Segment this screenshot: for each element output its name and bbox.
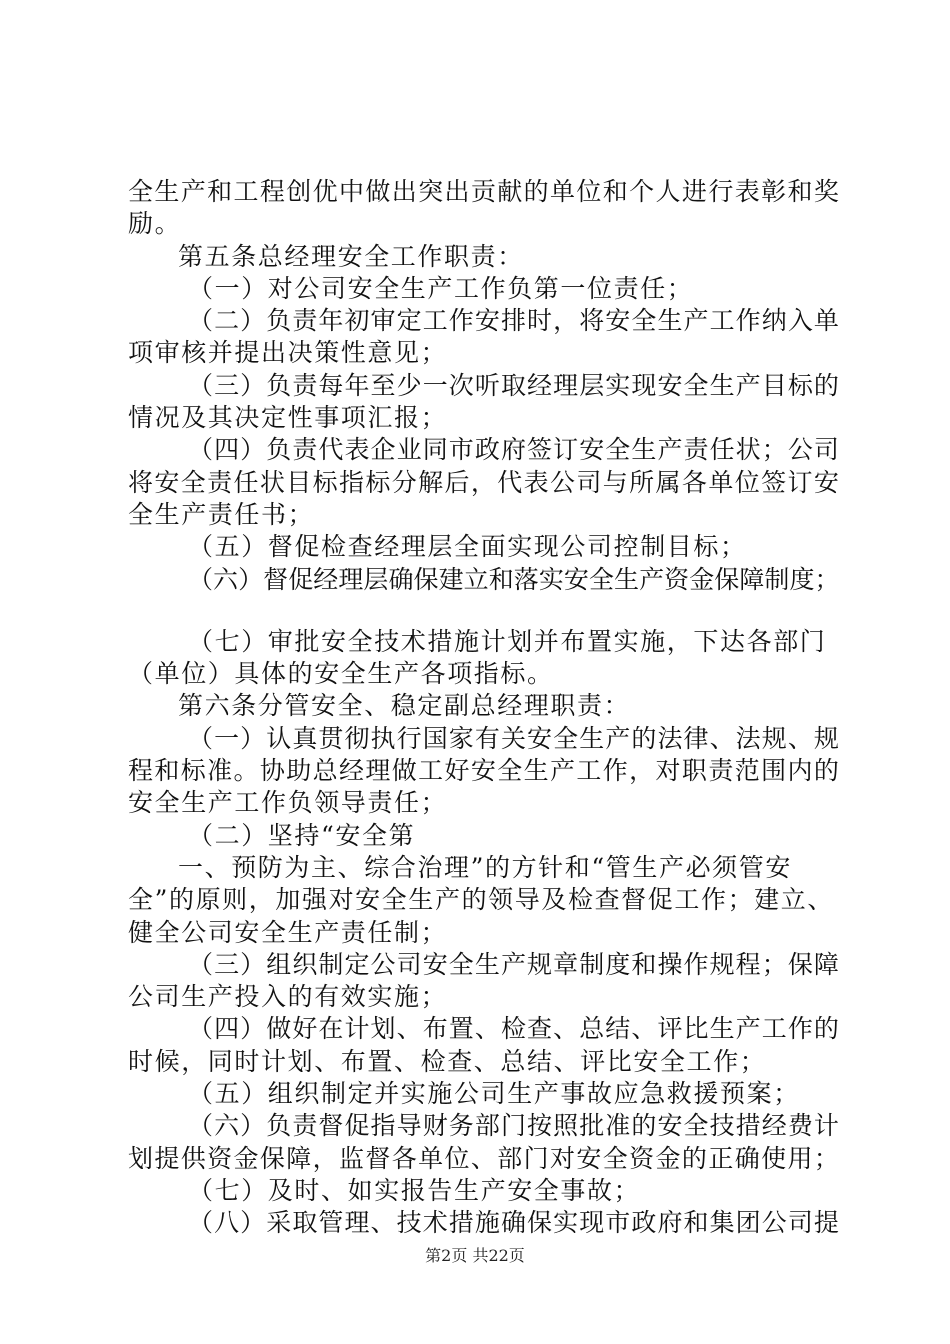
paragraph-line: （四）负责代表企业同市政府签订安全生产责任状；公司	[188, 435, 841, 465]
paragraph-line: （一）对公司安全生产工作负第一位责任；	[188, 273, 694, 303]
paragraph-line: （五）组织制定并实施公司生产事故应急救援预案；	[188, 1079, 800, 1109]
paragraph-line: （一）认真贯彻执行国家有关安全生产的法律、法规、规	[188, 723, 841, 753]
paragraph-line: 项审核并提出决策性意见；	[128, 338, 448, 368]
paragraph-line: 时候，同时计划、布置、检查、总结、评比安全工作；	[128, 1046, 767, 1076]
paragraph-line: 全”的原则，加强对安全生产的领导及检查督促工作；建立、	[128, 885, 834, 915]
paragraph-line: （八）采取管理、技术措施确保实现市政府和集团公司提	[188, 1208, 841, 1238]
paragraph-line: 全生产责任书；	[128, 499, 315, 529]
paragraph-line: （六）负责督促指导财务部门按照批准的安全技措经费计	[188, 1111, 841, 1141]
paragraph-line: 划提供资金保障，监督各单位、部门对安全资金的正确使用；	[128, 1143, 841, 1173]
blank-line	[128, 596, 840, 626]
paragraph-line: （七）审批安全技术措施计划并布置实施，下达各部门	[188, 626, 827, 656]
article-heading: 第六条分管安全、稳定副总经理职责：	[178, 691, 631, 721]
paragraph-line: 一、预防为主、综合治理”的方针和“管生产必须管安	[178, 852, 792, 882]
paragraph-line: 程和标准。协助总经理做工好安全生产工作，对职责范围内的	[128, 756, 841, 786]
paragraph-line: （四）做好在计划、布置、检查、总结、评比生产工作的	[188, 1014, 841, 1044]
paragraph-line: （二）负责年初审定工作安排时，将安全生产工作纳入单	[188, 306, 841, 336]
paragraph-line: （六）督促经理层确保建立和落实安全生产资金保障制度；	[188, 564, 840, 594]
paragraph-line: 健全公司安全生产责任制；	[128, 917, 448, 947]
paragraph-line: （三）组织制定公司安全生产规章制度和操作规程；保障	[188, 949, 841, 979]
paragraph-line: 公司生产投入的有效实施；	[128, 982, 448, 1012]
paragraph-line: （三）负责每年至少一次听取经理层实现安全生产目标的	[188, 370, 841, 400]
paragraph-line: （二）坚持“安全第	[188, 820, 416, 850]
body-text	[128, 176, 840, 1240]
paragraph-line: （五）督促检查经理层全面实现公司控制目标；	[188, 532, 747, 562]
page-number-footer: 第2页 共22页	[425, 1246, 525, 1265]
paragraph-line: （单位）具体的安全生产各项指标。	[128, 659, 554, 689]
article-heading: 第五条总经理安全工作职责：	[178, 241, 524, 271]
paragraph-line: 全生产和工程创优中做出突出贡献的单位和个人进行表彰和奖	[128, 177, 841, 206]
paragraph-line: 励。	[128, 209, 182, 239]
paragraph-line: 安全生产工作负领导责任；	[128, 788, 448, 818]
paragraph-line: 情况及其决定性事项汇报；	[128, 403, 448, 433]
paragraph-line: 将安全责任状目标指标分解后，代表公司与所属各单位签订安	[128, 467, 841, 497]
paragraph-line: （七）及时、如实报告生产安全事故；	[188, 1175, 641, 1205]
